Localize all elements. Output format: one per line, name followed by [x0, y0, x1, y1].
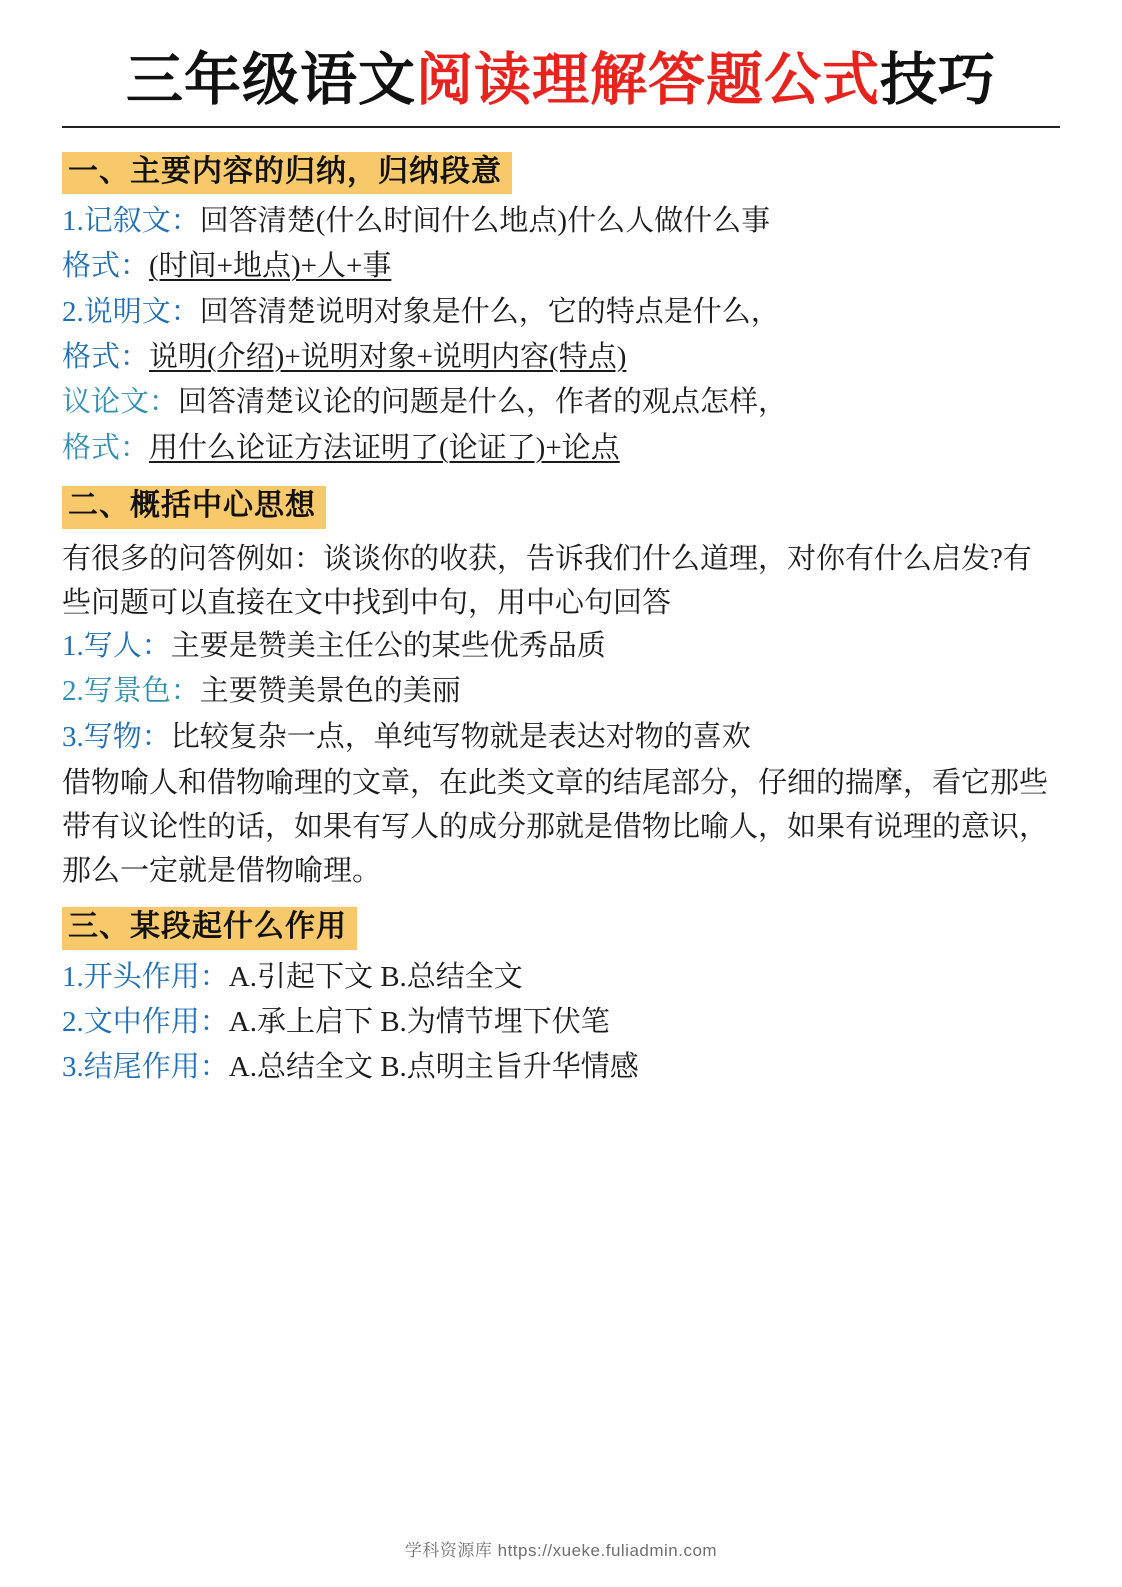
title-block	[62, 42, 1060, 138]
section-2-heading-wrap	[62, 472, 1060, 535]
section-2-line-1-label: 1.写人：	[62, 629, 171, 662]
section-3-line-3-label: 3.结尾作用：	[62, 1051, 229, 1084]
section-3-line-2	[62, 1001, 1060, 1043]
section-1-line-1	[62, 200, 1060, 242]
section-2-paragraph-2: 借物喻人和借物喻理的文章，在此类文章的结尾部分，仔细的揣摩，看它那些带有议论性的话，如果有写人的成分那就是借物比喻人，如果有说理的意识，那么一定就是借物喻理。	[62, 766, 1049, 887]
section-2-line-3	[62, 716, 1060, 758]
section-1-line-6	[62, 427, 1060, 469]
section-1-line-1-text: 回答清楚(什么时间什么地点)什么人做什么事	[199, 205, 771, 238]
section-1-line-5	[62, 381, 1060, 423]
section-3-heading-wrap	[62, 893, 1060, 956]
section-1-line-3	[62, 291, 1060, 333]
section-2-line-2-text: 主要赞美景色的美丽	[199, 675, 461, 708]
title-part-3: 技巧	[880, 48, 996, 112]
footer-watermark: 学科资源库 https://xueke.fuliadmin.com	[404, 1541, 718, 1560]
section-2	[62, 472, 1060, 893]
section-2-line-3-label: 3.写物：	[62, 720, 171, 753]
section-1-heading-wrap	[62, 138, 1060, 201]
section-1-line-3-text: 回答清楚说明对象是什么，它的特点是什么，	[199, 295, 780, 328]
section-3-heading: 三、某段起什么作用	[62, 907, 357, 950]
section-2-heading: 二、概括中心思想	[62, 486, 326, 529]
section-1-line-2	[62, 245, 1060, 287]
section-2-line-1-text: 主要是赞美主任公的某些优秀品质	[170, 629, 606, 662]
section-2-paragraph-1: 有很多的问答例如：谈谈你的收获，告诉我们什么道理，对你有什么启发?有些问题可以直接在文中找到中句，用中心句回答	[62, 542, 1032, 619]
section-3-line-2-text: A.承上启下 B.为情节埋下伏笔	[228, 1006, 610, 1038]
section-1-line-4	[62, 336, 1060, 378]
section-1-heading: 一、主要内容的归纳，归纳段意	[62, 152, 512, 195]
section-2-line-1	[62, 625, 1060, 667]
section-1-line-5-label: 议论文：	[62, 386, 179, 419]
section-2-line-2	[62, 670, 1060, 712]
title-part-1: 三年级语文	[126, 48, 416, 112]
section-2-line-3-text: 比较复杂一点，单纯写物就是表达对物的喜欢	[170, 720, 751, 753]
section-1-line-4-text: 说明(介绍)+说明对象+说明内容(特点)	[149, 341, 627, 374]
section-3	[62, 893, 1060, 1089]
section-3-line-2-label: 2.文中作用：	[62, 1006, 229, 1038]
section-1-line-3-label: 2.说明文：	[62, 295, 200, 328]
section-1-line-2-label: 格式：	[62, 250, 150, 283]
section-1-line-1-label: 1.记叙文：	[62, 205, 200, 238]
section-1-line-5-text: 回答清楚议论的问题是什么，作者的观点怎样，	[178, 386, 788, 419]
section-3-line-3	[62, 1046, 1060, 1088]
section-3-line-3-text: A.总结全文 B.点明主旨升华情感	[228, 1051, 639, 1084]
section-3-line-1-label: 1.开头作用：	[62, 960, 229, 993]
section-1	[62, 138, 1060, 470]
section-3-line-1-text: A.引起下文 B.总结全文	[228, 960, 523, 993]
title-divider	[62, 126, 1060, 128]
title-part-2: 阅读理解答题公式	[416, 48, 880, 112]
section-1-line-6-label: 格式：	[62, 431, 150, 464]
section-3-line-1	[62, 956, 1060, 998]
page-title	[62, 48, 1060, 114]
section-1-line-4-label: 格式：	[62, 341, 150, 374]
section-2-line-2-label: 2.写景色：	[62, 675, 200, 708]
section-1-line-2-text: (时间+地点)+人+事	[149, 250, 392, 283]
section-1-line-6-text: 用什么论证方法证明了(论证了)+论点	[149, 431, 620, 464]
